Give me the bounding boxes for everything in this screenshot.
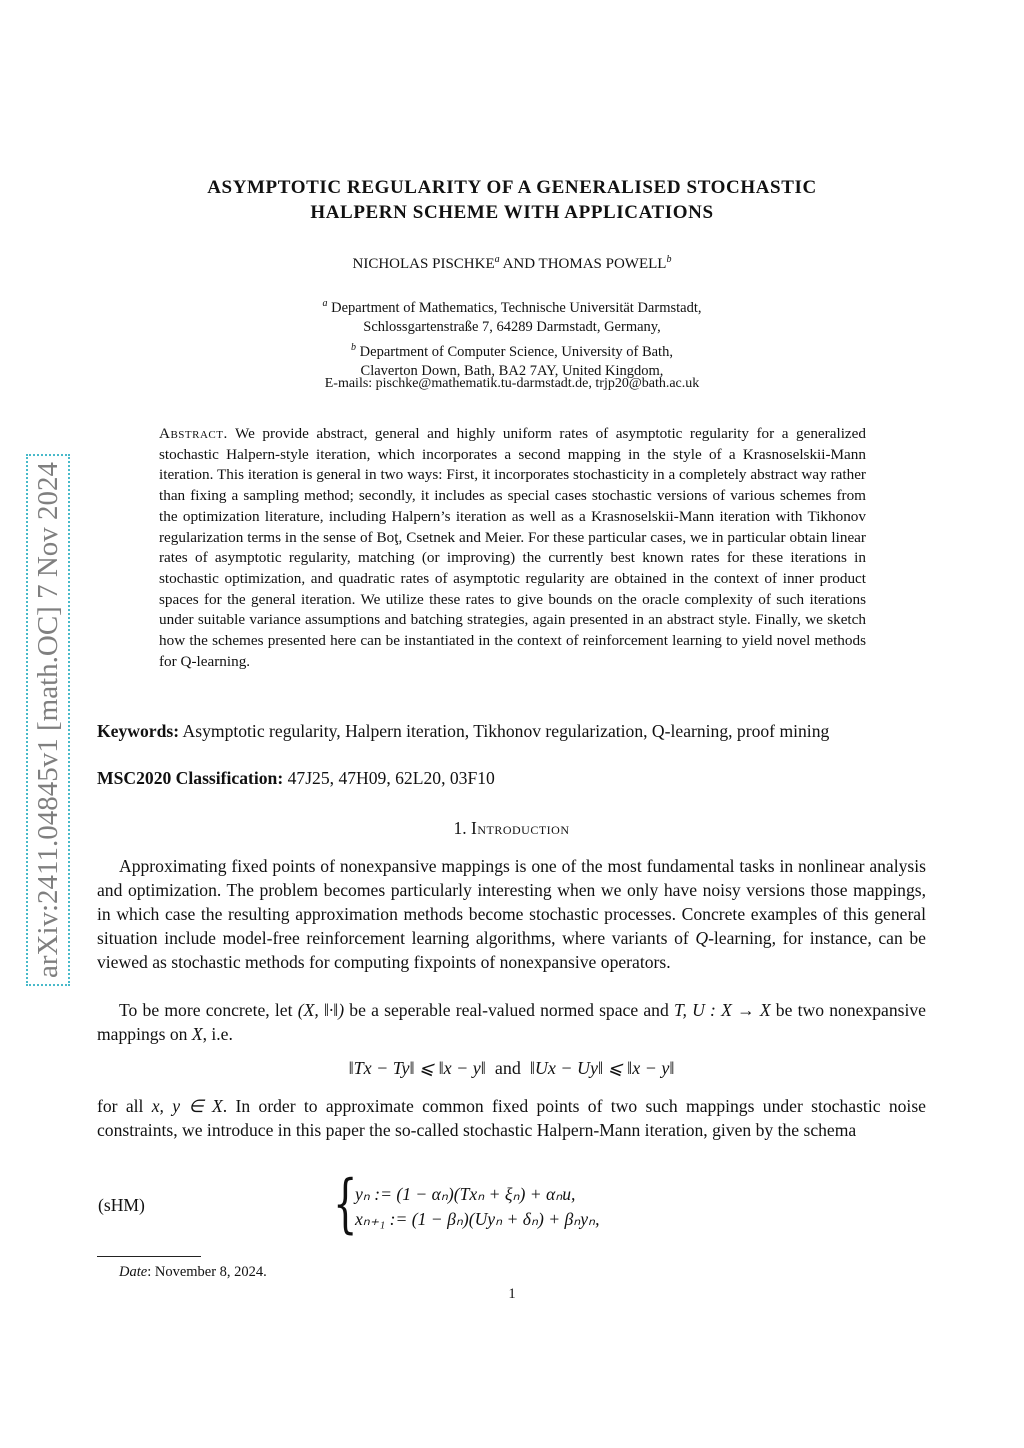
msc-text: 47J25, 47H09, 62L20, 03F10	[287, 768, 495, 788]
keywords	[97, 720, 926, 744]
intro-paragraph-2	[97, 998, 926, 1046]
schema-label: (sHM)	[98, 1195, 145, 1215]
keywords-label: Keywords:	[97, 721, 180, 741]
section-number: 1.	[453, 818, 467, 838]
affiliation-b-text-1: Department of Computer Science, University of Bath,	[359, 343, 673, 360]
schema-line-1: yₙ := (1 − αₙ)(Txₙ + ξₙ) + αₙu,	[355, 1184, 576, 1204]
p2-text-b: be a seperable real-valued normed space and	[344, 1000, 674, 1020]
arxiv-side-label: arXiv:2411.04845v1 [math.OC] 7 Nov 2024	[26, 454, 70, 986]
authors	[130, 254, 894, 273]
footnote-label: Date	[119, 1264, 148, 1280]
p2-text-d: , i.e.	[202, 1024, 233, 1044]
schema-system	[355, 1182, 599, 1232]
footnote-text: : November 8, 2024.	[147, 1264, 267, 1280]
footnote-date	[119, 1264, 267, 1281]
author-2: THOMAS POWELL	[538, 256, 667, 272]
author-1-mark: a	[494, 254, 500, 265]
title-line-1: ASYMPTOTIC REGULARITY OF A GENERALISED STOCHASTIC	[207, 177, 817, 198]
p2-math-2: T, U : X → X	[673, 1000, 771, 1020]
abstract-heading: Abstract.	[159, 425, 228, 442]
abstract	[159, 424, 866, 672]
p3-text-b: . In order to approximate common fixed points of two such mappings under stochastic noise constraints, we introduce in this paper the so-called stochastic Halpern-Mann iteration, given by the schema	[97, 1096, 926, 1140]
affiliation-b-mark: b	[351, 341, 357, 353]
eq-and: and	[494, 1058, 521, 1078]
intro-paragraph-1	[97, 854, 926, 974]
p1-math-q: Q	[695, 928, 709, 948]
title-line-2: HALPERN SCHEME WITH APPLICATIONS	[310, 202, 714, 223]
affiliation-a-line-2: Schlossgartenstraße 7, 64289 Darmstadt, Germany,	[363, 319, 661, 336]
affiliation-a-text-1: Department of Mathematics, Technische Universität Darmstadt,	[331, 299, 702, 316]
intro-paragraph-3	[97, 1094, 926, 1142]
p1-text-a: Approximating fixed points of nonexpansive mappings is one of the most fundamental tasks in nonlinear analysis and optimization. The problem becomes particularly interesting when we only have noisy versions those mappings, in which case the resulting approximation methods become stochastic processes. Concrete examples of this general situation include model-free reinforcement learning algorithms, where variants of	[97, 856, 926, 948]
page-number: 1	[508, 1286, 516, 1302]
authors-and: AND	[502, 256, 536, 272]
eq-left: ‖Tx − Ty‖ ⩽ ‖x − y‖	[348, 1058, 486, 1078]
section-title: Introduction	[471, 818, 570, 838]
schema-line-2: xₙ₊₁ := (1 − βₙ)(Uyₙ + δₙ) + βₙyₙ,	[355, 1209, 600, 1229]
abstract-text: We provide abstract, general and highly uniform rates of asymptotic regularity for a generalized stochastic Halpern-style iteration, which incorporates a second mapping in the style of a Krasnoselskii-Mann iteration. This iteration is general in two ways: First, it incorporates stochasticity in a completely abstract way rather than fixing a sampling method; secondly, it includes as special cases stochastic versions of various schemes from the optimization literature, including Halpern’s iteration as well as a Krasnoselskii-Mann iteration with Tikhonov regularization terms in the sense of Boţ, Csetnek and Meier. For these particular cases, we in particular obtain linear rates of asymptotic regularity, matching (or improving) the currently best known rates for these iterations in stochastic optimization, and quadratic rates of asymptotic regularity are obtained in the context of inner product spaces for the general iteration. We utilize these rates to give bounds on the oracle complexity of such iterations under suitable variance assumptions and batching strategies, again presented in an abstract style. Finally, we sketch how the schemes presented here can be instantiated in the context of reinforcement learning to yield novel methods for Q-learning.	[159, 425, 866, 670]
nonexpansive-equation	[97, 1058, 926, 1079]
p2-math-1: (X, ‖·‖)	[297, 1000, 345, 1020]
emails: E-mails: pischke@mathematik.tu-darmstadt.de, trjp20@bath.ac.uk	[324, 376, 700, 391]
p2-text-a: To be more concrete, let	[119, 1000, 298, 1020]
p2-math-3: X	[191, 1024, 203, 1044]
affiliation-a-mark: a	[322, 298, 328, 309]
msc-label: MSC2020 Classification:	[97, 768, 284, 788]
p1-text-b: -learning, for instance, can be viewed as stochastic methods for computing fixpoints of nonexpansive operators.	[97, 928, 926, 972]
footnote-rule	[97, 1256, 201, 1257]
p2-text-c: be two nonexpansive mappings on	[97, 1000, 926, 1044]
paper-title	[130, 175, 894, 225]
affiliations	[130, 294, 894, 382]
affiliation-a-line-1	[130, 294, 894, 318]
msc-classification	[97, 767, 926, 791]
author-2-mark: b	[666, 254, 672, 265]
affiliation-b-line-2: Claverton Down, Bath, BA2 7AY, United Kingdom,	[360, 363, 664, 380]
keywords-text: Asymptotic regularity, Halpern iteration, Tikhonov regularization, Q-learning, proof mining	[182, 721, 830, 741]
p3-math: x, y ∈ X	[151, 1096, 223, 1116]
section-heading	[97, 818, 926, 839]
eq-right: ‖Ux − Uy‖ ⩽ ‖x − y‖	[529, 1058, 675, 1078]
left-brace-icon: {	[333, 1167, 358, 1241]
p3-text-a: for all	[97, 1096, 152, 1116]
affiliation-b-line-1	[130, 338, 894, 362]
author-1: NICHOLAS PISCHKE	[352, 256, 495, 272]
